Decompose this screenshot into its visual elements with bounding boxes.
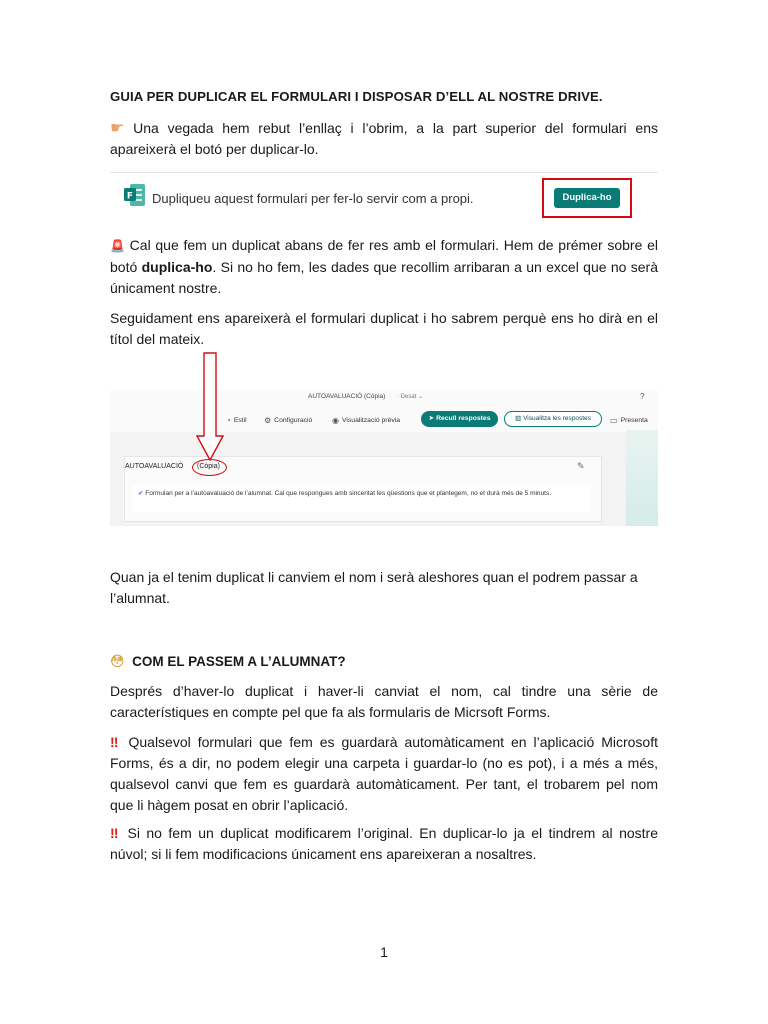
form-description-text: Formulari per a l’autoavaluació de l’alumnat. Cal que respongues amb sinceritat les qüestions que et plantegem, no et durà més de 5 minuts. — [145, 490, 552, 497]
present-button[interactable] — [610, 416, 648, 425]
gear-icon: ⚙ — [264, 416, 272, 425]
editor-form-title: AUTOAVALUACIÓ (Còpia) — [308, 393, 386, 400]
view-responses-button[interactable] — [504, 411, 602, 427]
paragraph-next-step: Seguidament ens apareixerà el formulari duplicat i ho sabrem perquè ens ho dirà en el títol del mateix. — [110, 310, 658, 347]
paragraph-characteristics: Després d’haver-lo duplicat i haver-li canviat el nom, cal tindre una sèrie de característiques en compte pel que fa als formularis de Micrsoft Forms. — [110, 683, 658, 720]
highlight-frame — [542, 178, 632, 218]
form-description[interactable] — [138, 489, 578, 499]
forms-app-icon — [124, 183, 146, 207]
document-title: GUIA PER DUPLICAR EL FORMULARI I DISPOSAR D’ELL AL NOSTRE DRIVE. — [110, 89, 603, 104]
style-button[interactable] — [226, 416, 247, 425]
duplicate-banner-screenshot — [110, 172, 658, 225]
send-icon: ➤ — [428, 415, 435, 422]
paragraph-intro-text: Una vegada hem rebut l’enllaç i l’obrim, a la part superior del formulari ens apareixerà el botó per duplicar-lo. — [110, 120, 659, 157]
section-heading-text: COM EL PASSEM A L’ALUMNAT? — [132, 654, 346, 669]
section-heading — [110, 651, 658, 673]
down-arrow-icon — [196, 352, 224, 462]
help-icon[interactable]: ? — [640, 392, 645, 401]
collect-label: Recull respostes — [436, 415, 491, 422]
preview-button[interactable] — [332, 416, 400, 425]
palette-icon: ◔ — [226, 416, 231, 425]
paragraph-duplicate-warning — [110, 235, 658, 299]
paragraph-rename: Quan ja el tenim duplicat li canviem el nom i serà aleshores quan el podrem passar a l’alumnat. — [110, 569, 638, 606]
card-copy-label: (Còpia) — [197, 463, 220, 470]
forms-editor-screenshot — [110, 390, 658, 526]
double-exclamation-icon: ‼ — [110, 734, 122, 750]
duplicate-banner-text: Dupliqueu aquest formulari per fer-lo servir com a propi. — [152, 191, 474, 206]
warning-text-2: . Si no ho fem, les dades que recollim arribaran a un excel que no serà únicament nostre. — [110, 259, 658, 296]
view-responses-label: Visualitza les respostes — [523, 415, 591, 422]
check-icon: ✔ — [138, 490, 144, 497]
settings-label: Configuració — [274, 417, 313, 424]
warning-text-bold: duplica-ho — [141, 259, 213, 275]
paragraph-original — [110, 823, 658, 865]
settings-button[interactable] — [264, 416, 312, 425]
present-icon: ▭ — [610, 416, 618, 425]
page-number: 1 — [380, 944, 388, 960]
chevron-down-icon: ⌄ — [418, 394, 424, 400]
original-text: Si no fem un duplicat modificarem l’original. En duplicar-lo ja el tindrem al nostre núvol; si li fem modificacions únicament ens apareixeran a nosaltres. — [110, 825, 658, 862]
edit-icon[interactable]: ✎ — [577, 461, 585, 471]
card-form-title[interactable]: AUTOAVALUACIÓ — [125, 463, 184, 470]
eye-icon: ◉ — [332, 416, 339, 425]
collect-responses-button[interactable] — [421, 411, 498, 427]
style-label: Estil — [233, 417, 247, 424]
svg-text:F: F — [126, 191, 134, 202]
paragraph-autosave — [110, 732, 658, 816]
siren-icon: 🚨 — [110, 239, 125, 253]
editor-side-background — [626, 430, 658, 526]
duplicate-button[interactable]: Duplica-ho — [554, 188, 620, 208]
present-label: Presenta — [620, 417, 648, 424]
saved-status-text: · Desat — [397, 394, 417, 400]
paragraph-intro — [110, 117, 658, 160]
warning-text-1: Cal que fem un duplicat abans de fer res amb el formulari. Hem de prémer sobre el botó — [110, 237, 658, 275]
saved-status — [397, 393, 423, 400]
flushed-face-icon: 😳 — [110, 654, 125, 670]
pointing-hand-icon: ☛ — [110, 118, 125, 137]
double-exclamation-icon: ‼ — [110, 825, 122, 841]
autosave-text: Qualsevol formulari que fem es guardarà automàticament en l’aplicació Microsoft Forms, és a dir, no podem elegir una carpeta i guardar-lo (no es pot), i a més a més, qualsevol canvi que fem es guardarà automàticament. Per tant, el trobarem pel nom que li hàgem posat en obrir l’aplicació. — [110, 734, 658, 813]
preview-label: Visualització prèvia — [341, 417, 401, 424]
chart-icon: ▥ — [515, 415, 522, 422]
